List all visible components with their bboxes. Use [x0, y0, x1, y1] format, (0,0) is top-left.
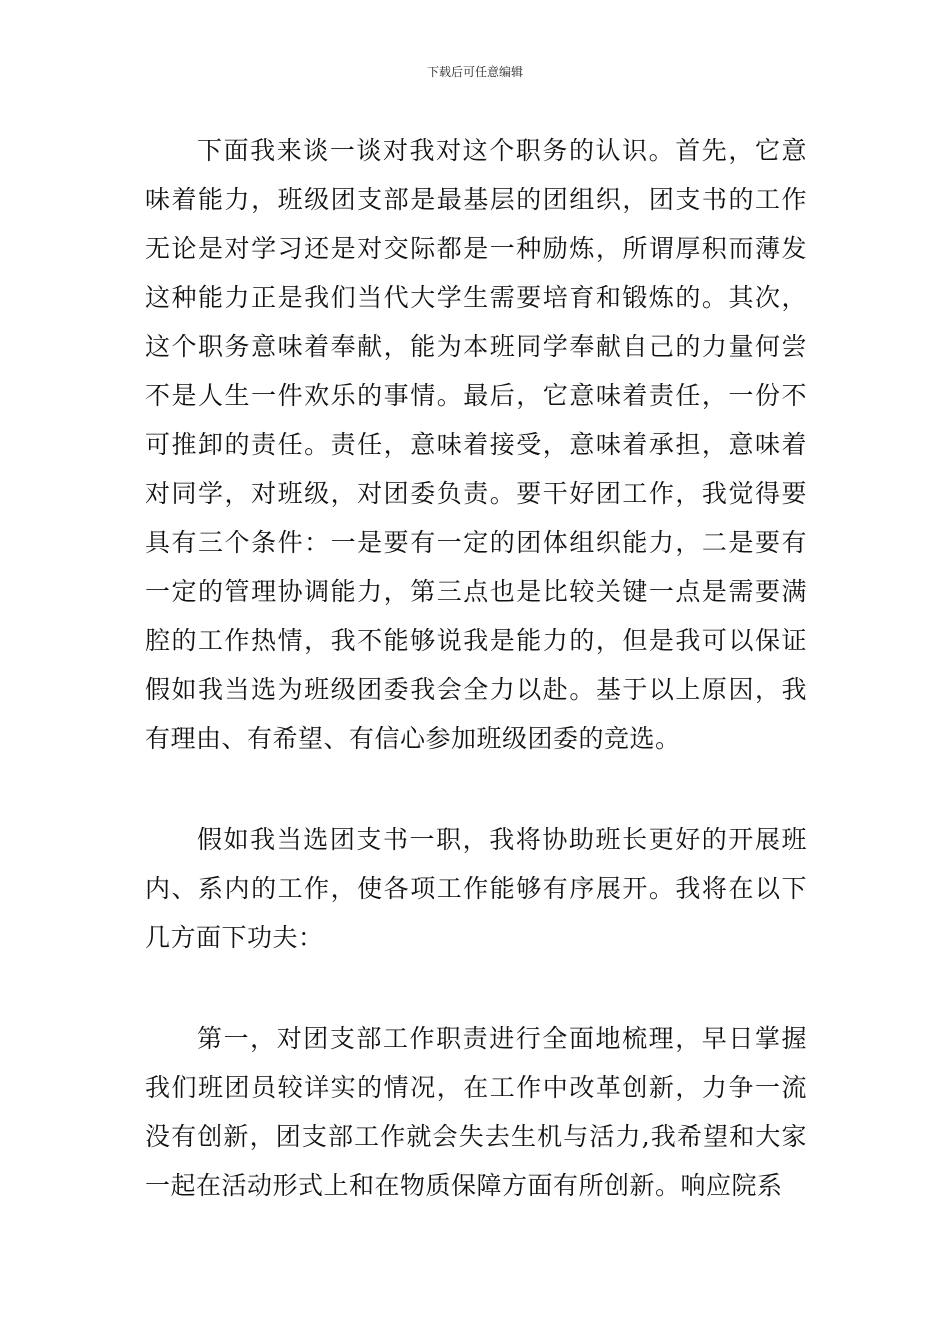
page-header: 下载后可任意编辑 — [426, 65, 523, 79]
paragraph-role-understanding: 下面我来谈一谈对我对这个职务的认识。首先，它意味着能力，班级团支部是最基层的团组织，团支书的工作无论是对学习还是对交际都是一种励炼，所谓厚积而薄发这种能力正是我们当代大学生需要培育和锻炼的。其次，这个职务意味着奉献，能为本班同学奉献自己的力量何尝不是人生一件欢乐的事情。最后，它意味着责任，一份不可推卸的责任。责任，意味着接受，意味着承担，意味着对同学，对班级，对团委负责。要干好团工作，我觉得要具有三个条件：一是要有一定的团体组织能力，二是要有一定的管理协调能力，第三点也是比较关键一点是需要满腔的工作热情，我不能够说我是能力的，但是我可以保证假如我当选为班级团委我会全力以赴。基于以上原因，我有理由、有希望、有信心参加班级团委的竞选。 — [145, 136, 807, 753]
paragraph-election-plan: 假如我当选团支书一职，我将协助班长更好的开展班内、系内的工作，使各项工作能够有序展开。我将在以下几方面下功夫： — [145, 825, 807, 952]
paragraph-first-point: 第一，对团支部工作职责进行全面地梳理，早日掌握我们班团员较详实的情况，在工作中改革创新，力争一流没有创新，团支部工作就会失去生机与活力,我希望和大家一起在活动形式上和在物质保障方面有所创新。响应院系 — [145, 1024, 807, 1200]
document-body — [145, 126, 807, 1210]
